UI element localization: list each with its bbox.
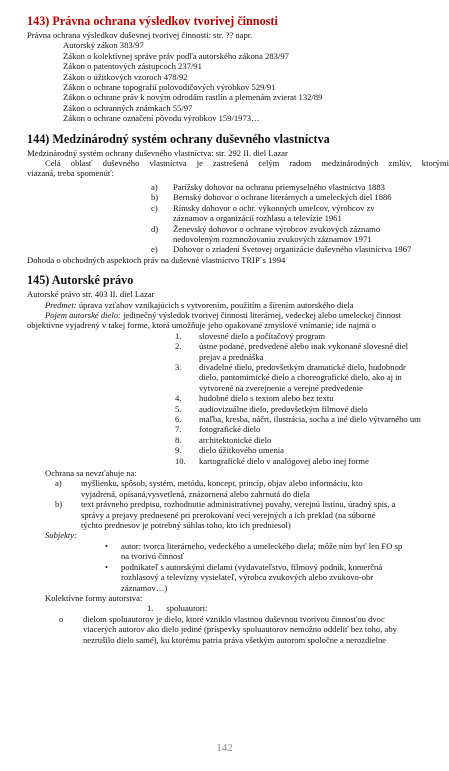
treaty-letter: d) xyxy=(151,223,159,234)
subjekt-item-text xyxy=(121,562,449,593)
section-145-heading: 145) Autorské právo xyxy=(27,273,134,288)
work-type-item xyxy=(175,404,449,414)
treaty-item-line: nedovoleným rozmnožovaniu zvukových záznamov 1971 xyxy=(173,233,372,244)
ochrana-intro: Ochrana sa nevzťahuje na: xyxy=(45,468,137,479)
work-type-item-text xyxy=(199,445,449,455)
subjekt-item-text xyxy=(121,541,449,562)
work-type-number: 1. xyxy=(175,330,182,341)
section-143-law-list xyxy=(27,40,449,123)
spoluautori-text xyxy=(83,614,449,645)
works-list xyxy=(27,331,449,466)
work-type-item xyxy=(175,331,449,341)
predmet-line xyxy=(27,300,449,310)
section-143-intro: Právna ochrana výsledkov duševnej tvorivej činnosti: str. ?? napr. xyxy=(27,30,253,40)
spoluautori-label: spoluautori: xyxy=(166,603,208,614)
section-144-treaty-list xyxy=(27,182,449,255)
law-list-item: Zákon o ochrane práv k novým odrodám rastlín a plemenám zvierat 132/89 xyxy=(63,92,323,103)
work-type-item-line: vytvorené na zverejnenie a verejné predvedenie xyxy=(199,382,363,393)
treaty-item xyxy=(151,224,449,245)
work-type-item xyxy=(175,445,449,455)
work-type-item xyxy=(175,435,449,445)
work-type-item xyxy=(175,393,449,403)
ochrana-list xyxy=(27,478,449,530)
ochrana-item-text xyxy=(81,499,449,530)
treaty-item xyxy=(151,203,449,224)
ochrana-letter: a) xyxy=(55,478,62,489)
work-type-item xyxy=(175,362,449,393)
subjekt-item-line: podnikateľ s autorskými dielami (vydavateľstvo, filmový podnik, komerčná xyxy=(121,561,383,572)
work-type-item-text xyxy=(199,331,449,341)
work-type-item-line: dielo, pantomimické dielo a choreografické dielo, ako aj in xyxy=(199,372,402,383)
section-144-paragraph-line-1: Celá oblasť duševného vlastníctva je zastrešená celým radom medzinárodných zmlúv, ktorými xyxy=(45,158,449,169)
kolektivne-formy: Kolektívne formy autorstva: xyxy=(45,592,143,603)
ochrana-item-line: týchto prednesov je potrebný súhlas toho, kto ich predniesol) xyxy=(81,520,291,531)
treaty-item-line: Dohovor o zriadení Svetovej organizácie duševného vlastníctva 1967 xyxy=(173,244,412,255)
treaty-item-text xyxy=(173,203,449,224)
section-143-heading: 143) Právna ochrana výsledkov tvorivej činnosti xyxy=(27,14,278,28)
treaty-item xyxy=(151,244,449,254)
subjekty-label: Subjekty: xyxy=(45,530,77,541)
section-144-paragraph-line-2: viazaná, treba spomenúť: xyxy=(27,168,114,179)
treaty-item-text xyxy=(173,244,449,254)
treaty-letter: c) xyxy=(151,202,158,213)
work-type-item xyxy=(175,424,449,434)
predmet-label: Predmet: xyxy=(45,299,77,310)
work-type-item-line: slovesné dielo a počítačový program xyxy=(199,330,326,341)
work-type-item-text xyxy=(199,456,449,466)
work-type-item-text xyxy=(199,404,449,414)
subjekt-item-line: rozhlasový a televízny vysielateľ, výrobca zvukových alebo zvukovo-obr xyxy=(121,572,374,583)
work-type-number: 5. xyxy=(175,403,182,414)
work-type-item-line: audiovizuálne dielo, predovšetkým filmové dielo xyxy=(199,403,368,414)
treaty-item-line: Rímsky dohovor o ochr. výkonných umelcov, výrobcov zv xyxy=(173,202,375,213)
work-type-item-line: maľba, kresba, náčrt, ilustrácia, socha a iné dielo výtvarného um xyxy=(199,414,421,424)
subjekt-item-line: záznamov…) xyxy=(121,582,168,593)
pojem-text: jedinečný výsledok tvorivej činnosti literárnej, vedeckej alebo umeleckej činnost xyxy=(123,309,402,320)
work-type-number: 9. xyxy=(175,445,182,456)
section-144-intro: Medzinárodný systém ochrany duševného vlastníctva: str. 292 II. diel Lazar xyxy=(27,147,288,158)
treaty-item-line: Bernský dohovor o ochrane literárnych a umeleckých diel 1886 xyxy=(173,192,392,203)
ochrana-item-line: text právneho predpisu, rozhodnutie administratívnej povahy, verejnú listinu, úradný spis, a xyxy=(81,499,396,510)
work-type-number: 8. xyxy=(175,434,182,445)
treaty-item-text xyxy=(173,224,449,245)
treaty-letter: a) xyxy=(151,181,158,192)
work-type-item xyxy=(175,456,449,466)
law-list-item: Zákon o ochranných známkach 55/97 xyxy=(63,102,193,113)
subjekt-item xyxy=(105,541,449,562)
treaty-item-text xyxy=(173,182,449,192)
ochrana-item-line: správy a prejavy prednesené pri prerokovaní vecí verejných a ich preklad (na súborné xyxy=(81,509,376,520)
ochrana-item xyxy=(55,499,449,530)
work-type-number: 10. xyxy=(175,455,186,466)
section-145-intro: Autorské právo str. 403 II. diel Lazar xyxy=(27,289,155,300)
subjekt-item-line: na tvorivú činnosť xyxy=(121,551,185,562)
section-144-heading: 144) Medzinárodný systém ochrany duševného vlastníctva xyxy=(27,131,330,146)
subjekty-list xyxy=(27,541,449,593)
spoluautori-bullet: o xyxy=(59,613,64,624)
ochrana-item-line: myšlienku, spôsob, systém, metódu, koncept, princíp, objav alebo informáciu, kto xyxy=(81,478,363,489)
spoluautori-line: dielom spoluautorov je dielo, ktoré vzniklo vlastnou duševnou tvorivou činnosťou dvoc xyxy=(83,613,385,624)
work-type-number: 2. xyxy=(175,341,182,352)
ochrana-item xyxy=(55,478,449,499)
work-type-item-text xyxy=(199,393,449,403)
spoluautori-number: 1. xyxy=(147,603,154,614)
work-type-item-line: divadelné dielo, predovšetkým dramatické dielo, hudobnodr xyxy=(199,361,406,372)
predmet-text: úprava vzťahov vznikajúcich s vytvorením, použitím a šírením autorského diela xyxy=(78,299,354,310)
ochrana-item-text xyxy=(81,478,449,499)
law-list-item: Zákon o ochrane označení pôvodu výrobkov 159/1973… xyxy=(63,113,260,124)
work-type-number: 4. xyxy=(175,393,182,404)
ochrana-letter: b) xyxy=(55,499,63,510)
work-type-item-text xyxy=(199,435,449,445)
page-number: 142 xyxy=(216,742,233,754)
work-type-number: 7. xyxy=(175,424,182,435)
work-type-item-text xyxy=(199,424,449,434)
law-list-item: Zákon o patentových zástupcoch 237/91 xyxy=(63,61,202,72)
work-type-item xyxy=(175,414,449,424)
bullet-icon: • xyxy=(105,540,109,551)
work-type-item-line: ústne podané, predvedené alebo inak vykonané slovesné diel xyxy=(199,341,409,352)
pojem-line xyxy=(27,310,449,320)
document-page xyxy=(27,14,449,754)
subjekt-item xyxy=(105,562,449,593)
spoluautori-heading xyxy=(27,603,449,613)
work-type-item-line: architektonické dielo xyxy=(199,434,272,445)
work-type-item-line: dielo úžitkového umenia xyxy=(199,445,284,456)
work-type-item-text xyxy=(199,341,449,362)
treaty-item-line: záznamov a organizácií rozhlasu a televízie 1961 xyxy=(173,213,342,224)
ochrana-item-line: vyjadrená, opísaná,vysvetlená, znázornená alebo zahrnutá do diela xyxy=(81,488,310,499)
work-type-number: 6. xyxy=(175,414,182,424)
bullet-icon: • xyxy=(105,561,109,572)
law-list-item: Autorský zákon 383/97 xyxy=(63,40,144,51)
work-type-item-line: kartografické dielo v analógovej alebo inej forme xyxy=(199,455,369,466)
subjekt-item-line: autor: tvorca literárneho, vedeckého a umeleckého diela; môže ním byť len FO sp xyxy=(121,540,403,551)
law-list-item: Zákon o úžitkových vzoroch 478/92 xyxy=(63,71,188,82)
law-list-item: Zákon o kolektívnej správe práv podľa autorského zákona 283/97 xyxy=(63,50,289,61)
treaty-letter: e) xyxy=(151,244,158,255)
treaty-item-line: Ženevský dohovor o ochrane výrobcov zvukových záznamo xyxy=(173,223,381,234)
work-type-item xyxy=(175,341,449,362)
treaty-item-text xyxy=(173,192,449,202)
treaty-item-line: Parížsky dohovor na ochranu priemyselného vlastníctva 1883 xyxy=(173,181,385,192)
work-type-item-line: fotografické dielo xyxy=(199,424,261,435)
work-type-item-text xyxy=(199,362,449,393)
law-list-item: Zákon o ochrane topografií polovodičových výrobkov 529/91 xyxy=(63,82,276,93)
work-type-item-line: hudobné dielo s textom alebo bez textu xyxy=(199,393,334,404)
spoluautori-line: viacerých autorov ako dielo jediné (príspevky spoluautorov nemožno oddeliť bez toho, aby xyxy=(83,624,397,635)
work-type-number: 3. xyxy=(175,361,182,372)
spoluautori-line: nezrušilo dielo samé), ku ktorému patria práva všetkým autorom spoločne a nerozdielne xyxy=(83,634,387,645)
treaty-item xyxy=(151,182,449,192)
work-type-item-text xyxy=(199,414,449,424)
treaty-letter: b) xyxy=(151,192,159,203)
pojem-label: Pojem autorské dielo: xyxy=(45,309,121,320)
pojem-line-2: objektívne vyjadrený v takej forme, ktorá umožňuje jeho opakované zmyslové vnímanie; ide najmä o xyxy=(27,320,376,331)
section-144-trips: Dohoda o obchodných aspektoch práv na duševné vlastníctvo TRIP´s 1994 xyxy=(27,254,286,265)
spoluautori-item xyxy=(27,614,449,645)
treaty-item xyxy=(151,192,449,202)
work-type-item-line: prejav a prednáška xyxy=(199,351,264,362)
